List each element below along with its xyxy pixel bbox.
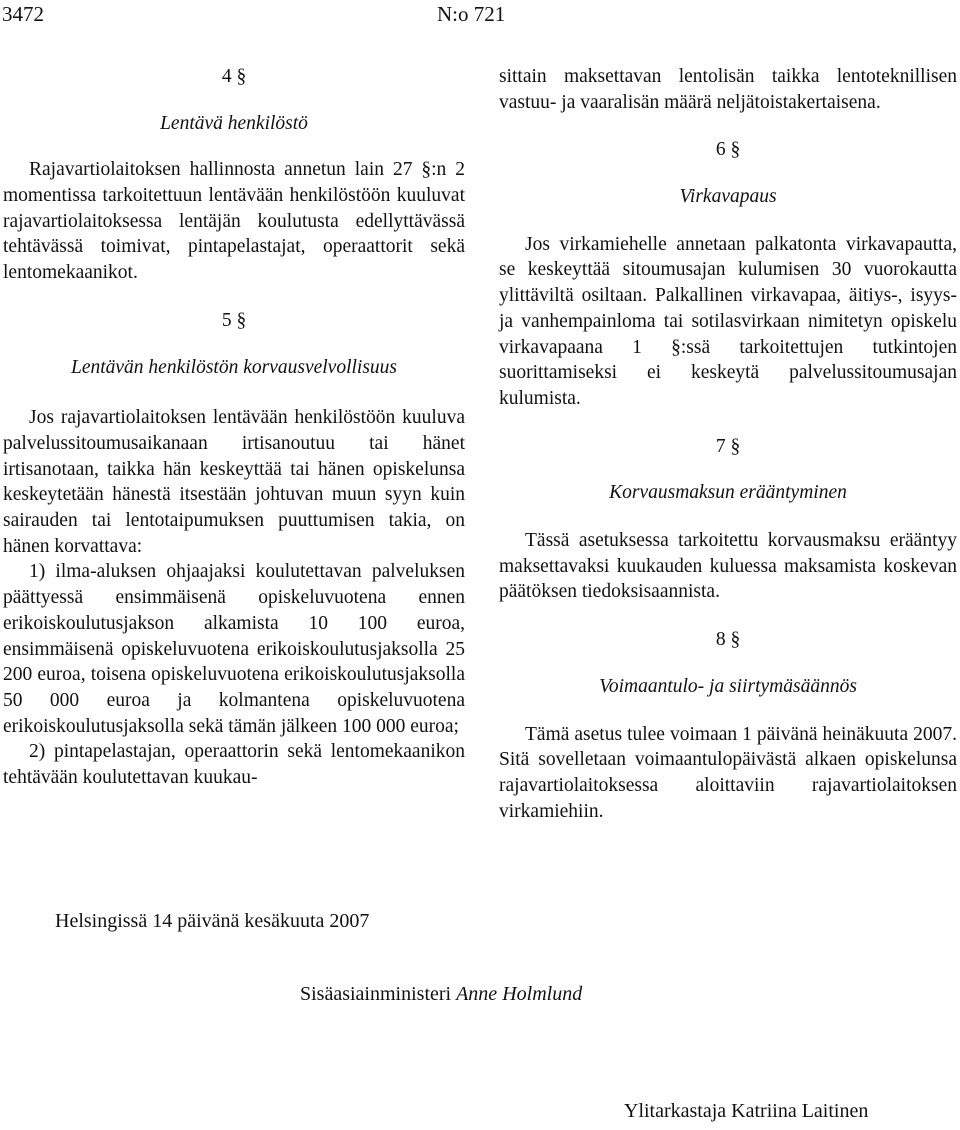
section-7-number: 7 § (715, 435, 741, 457)
section-8-paragraph: Tämä asetus tulee voimaan 1 päivänä heinäkuuta 2007. Sitä sovelletaan voimaantulopäivästä alkaen opiskelunsa rajavartiolaitoksessa aloittaviin rajavartiolaitoksen virkamiehiin. (499, 723, 957, 822)
page-number: 3472 (2, 2, 44, 26)
section-5-paragraph: Jos rajavartiolaitoksen lentävään henkilöstöön kuuluva palvelussitoumusaikanaan irtisanoutuu tai hänet irtisanotaan, taikka hän keskeyttää tai hänen opiskelunsa keskeytetään hänestä itsestään johtuvan muun syyn kuin sairauden tai lentotaipumuksen puuttumisen takia, on hänen korvattava: (3, 407, 465, 557)
inspector-signature: Ylitarkastaja Katriina Laitinen (624, 1100, 869, 1122)
section-7-paragraph: Tässä asetuksessa tarkoitettu korvausmaksu erääntyy maksettavaksi kuukauden kuluessa maksamista koskevan päätöksen tiedoksisaannista. (499, 530, 957, 603)
section-8-number: 8 § (715, 629, 741, 651)
minister-name: Anne Holmlund (456, 983, 583, 1005)
section-5-continuation: sittain maksettavan lentolisän taikka lentoteknillisen vastuu- ja vaaralisän määrä neljätoistakertaisena. (499, 66, 957, 113)
section-5-item-1: 1) ilma-aluksen ohjaajaksi koulutettavan palveluksen päättyessä ensimmäisenä opiskeluvuotena ennen erikoiskoulutusjakson alkamista 10 100 euroa, ensimmäisenä opiskeluvuotena erikoiskoulutusjaksolla 25 200 euroa, toisena opiskeluvuotena erikoiskoulutusjaksolla 50 000 euroa ja kolmantena opiskeluvuotena erikoiskoulutusjaksolla sekä tämän jälkeen 100 000 euroa; (3, 561, 465, 737)
right-column (499, 64, 957, 824)
left-column (3, 64, 465, 791)
section-5-item-2: 2) pintapelastajan, operaattorin sekä lentomekaanikon tehtävään koulutettavan kuukau- (3, 741, 465, 789)
section-8-title: Voimaantulo- ja siirtymäsäännös (599, 675, 857, 697)
section-6-number: 6 § (715, 139, 741, 161)
section-7-title: Korvausmaksun erääntyminen (609, 482, 847, 504)
section-6-paragraph: Jos virkamiehelle annetaan palkatonta virkavapautta, se keskeyttää sitoumusajan kulumisen 30 vuorokautta ylittäviltä osiltaan. Palkallinen virkavapaa, äitiys-, isyys- ja vanhempainloma tai sotilasvirkaan nimitetyn opiskelu virkavapaana 1 §:ssä tarkoitettujen tutkintojen suorittamiseksi ei keskeytä palvelussitoumusajan kulumista. (499, 233, 957, 409)
section-4-number: 4 § (221, 66, 247, 87)
place-date: Helsingissä 14 päivänä kesäkuuta 2007 (55, 910, 370, 932)
section-5-title: Lentävän henkilöstön korvausvelvollisuus (70, 356, 398, 378)
section-4-title: Lentävä henkilöstö (160, 112, 308, 134)
section-4-paragraph: Rajavartiolaitoksen hallinnosta annetun lain 27 §:n 2 momentissa tarkoitettuun lentävään henkilöstöön kuuluvat rajavartiolaitoksessa lentäjän koulutusta edellyttävässä tehtävässä toimivat, pintapelastajat, operaattorit sekä lentomekaanikot. (3, 159, 465, 284)
section-5-number: 5 § (221, 309, 247, 331)
minister-signature (300, 983, 582, 1006)
issue-number: N:o 721 (437, 2, 506, 26)
section-6-title: Virkavapaus (679, 186, 777, 208)
minister-role: Sisäasiainministeri (300, 983, 452, 1005)
